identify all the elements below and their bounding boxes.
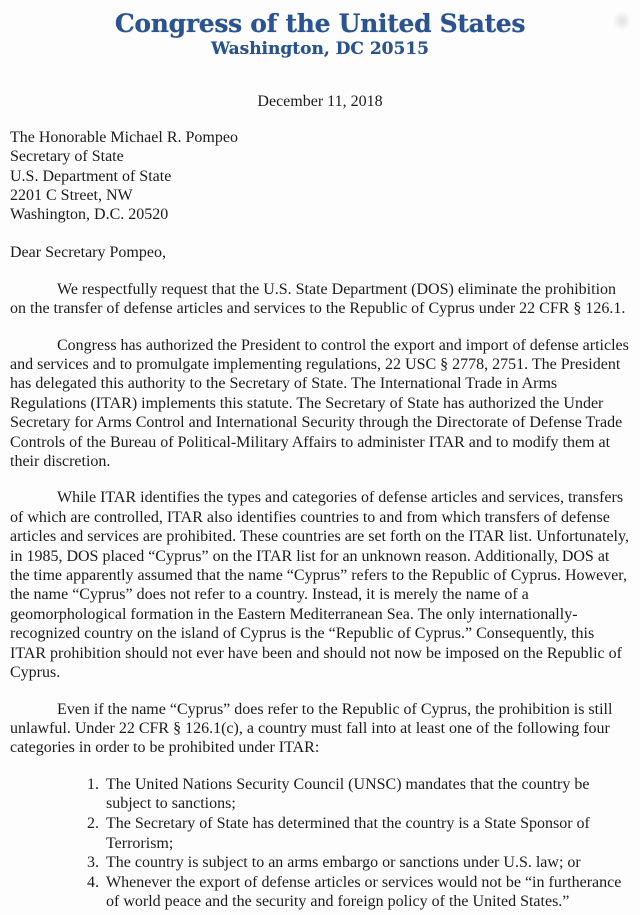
body-paragraph: We respectfully request that the U.S. State Department (DOS) eliminate the prohibition on the transfer of defense articles and services to the Republic of Cyprus under 22 CFR § 126.1. [10,280,626,318]
recipient-address-line: Secretary of State [10,148,124,166]
body-paragraph: Congress has authorized the President to control the export and import of defense articles and services and to promulgate implementing regulations, 22 USC § 2778, 2751. The President has delegated this authority to the Secretary of State. The International Trade in Arms Regulations (ITAR) implements this statute. The Secretary of State has authorized the Under Secretary for Arms Control and International Security through the Directorate of Defense Trade Controls of the Bureau of Political-Military Affairs to administer ITAR and to modify them at their discretion. [10,336,629,471]
body-paragraph: While ITAR identifies the types and categories of defense articles and services, transfers of which are controlled, ITAR also identifies countries to and from which transfers of defense articles and services are prohibited. These countries are set forth on the ITAR list. Unfortunately, in 1985, DOS placed “Cyprus” on the ITAR list for an unknown reason. Additionally, DOS at the time apparently assumed that the name “Cyprus” refers to the Republic of Cyprus. However, the name “Cyprus” does not refer to a country. Instead, it is merely the name of a geomorphological formation in the Eastern Mediterranean Sea. The only internationally-recognized country on the island of Cyprus is the “Republic of Cyprus.” Consequently, this ITAR prohibition should not ever have been and should not now be imposed on the Republic of Cyprus. [10,489,629,682]
recipient-address [10,128,640,224]
recipient-address-line: The Honorable Michael R. Pompeo [10,129,238,146]
letterhead-title: Congress of the United States [114,9,526,38]
recipient-address-line: Washington, D.C. 20520 [10,206,169,224]
body-paragraphs [10,280,631,758]
body-paragraph: Even if the name “Cyprus” does refer to the Republic of Cyprus, the prohibition is still unlawful. Under 22 CFR § 126.1(c), a country must fall into at least one of the following four categories in order to be prohibited under ITAR: [10,700,613,757]
itar-category-item: 4. Whenever the export of defense articles or services would not be “in furtherance of world peace and the security and foreign policy of the United States.” [103,873,631,912]
recipient-address-line: U.S. Department of State [10,167,172,185]
itar-category-item: 1. The United Nations Security Council (UNSC) mandates that the country be subject to sanctions; [103,775,631,814]
itar-category-item: 2. The Secretary of State has determined that the country is a State Sponsor of Terrorism; [103,814,631,853]
itar-category-list [10,775,631,912]
letter-body [10,280,631,912]
letter-date: December 11, 2018 [257,93,383,110]
letterhead-subtitle: Washington, DC 20515 [211,39,429,59]
scan-smudge-artifact [613,11,631,31]
itar-category-item: 3. The country is subject to an arms embargo or sanctions under U.S. law; or [103,853,631,873]
salutation: Dear Secretary Pompeo, [10,244,166,262]
recipient-address-line: 2201 C Street, NW [10,186,133,204]
letterhead [0,0,640,59]
